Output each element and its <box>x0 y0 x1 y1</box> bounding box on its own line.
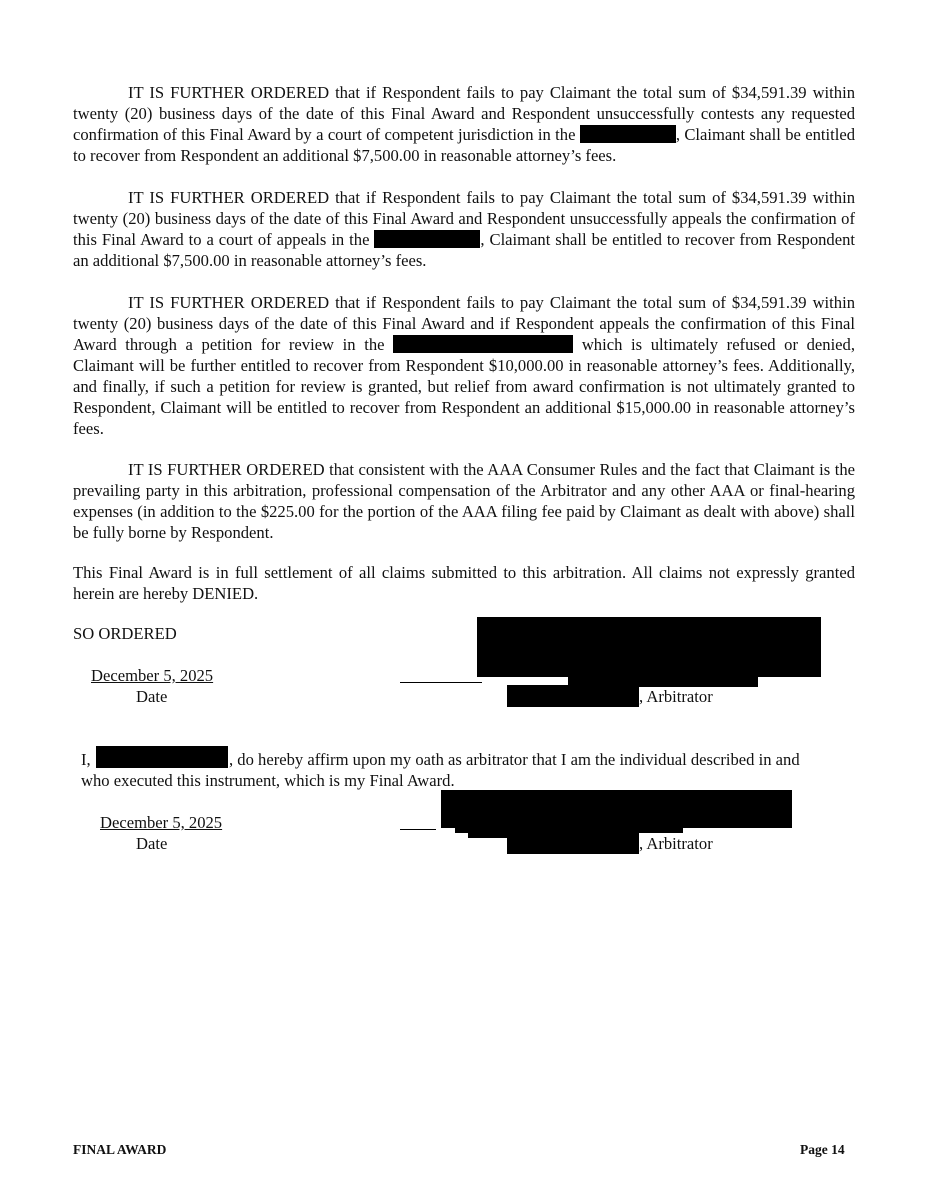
redacted-signature <box>468 833 510 838</box>
redaction-box <box>393 335 573 353</box>
paragraph-text: which is ultimately refused or denied, Claimant will be further entitled to recover from Respondent $10,000.00 in reasonable attorney’s fees. Additionally, and finally, if such a petition for review is granted, but relief from award confirmation is not ultimately granted to Respondent, Claimant will be entitled to recover from Respondent an additional $15,000.00 in reasonable attorney’s fees. <box>73 335 855 438</box>
date-value: December 5, 2025 <box>91 666 214 685</box>
redacted-arbitrator-name <box>507 831 639 854</box>
page-number: Page 14 <box>800 1142 845 1157</box>
paragraph-petition-review <box>73 292 855 439</box>
date-label: Date <box>136 687 168 706</box>
paragraph-text: This Final Award is in full settlement of all claims submitted to this arbitration. All claims not expressly granted herein are hereby DENIED. <box>73 563 855 603</box>
date-label: Date <box>136 834 168 853</box>
paragraph-appeal-confirmation <box>73 187 855 271</box>
paragraph-costs <box>73 459 855 543</box>
redacted-arbitrator-name <box>96 746 228 768</box>
paragraph-text: IT IS FURTHER ORDERED that if Respondent fails to pay Claimant the total sum of $34,591.39 within twenty (20) business days of the date of this Final Award and Respondent unsuccessfully contests any requested confirmation of this Final Award by a court of competent jurisdiction in the <box>73 83 855 144</box>
paragraph-text: IT IS FURTHER ORDERED that if Respondent fails to pay Claimant the total sum of $34,591.39 within twenty (20) business days of the date of this Final Award and Respondent unsuccessfully appeals the confirmation of this Final Award to a court of appeals in the <box>73 188 855 249</box>
redaction-box <box>580 125 676 143</box>
signature-line <box>400 829 436 830</box>
affirmation-text: who executed this instrument, which is my Final Award. <box>81 771 455 790</box>
redacted-signature <box>477 617 821 677</box>
signature-line <box>400 682 482 683</box>
paragraph-text: IT IS FURTHER ORDERED that consistent with the AAA Consumer Rules and the fact that Claimant is the prevailing party in this arbitration, professional compensation of the Arbitrator and any other AAA or final-hearing expenses (in addition to the $225.00 for the portion of the AAA filing fee paid by Claimant as dealt with above) shall be fully borne by Respondent. <box>73 460 855 542</box>
paragraph-text: , Claimant shall be entitled to recover from Respondent an additional $7,500.00 in reasonable attorney’s fees. <box>73 230 855 270</box>
arbitrator-role: , Arbitrator <box>639 687 713 706</box>
paragraph-text: IT IS FURTHER ORDERED that if Respondent fails to pay Claimant the total sum of $34,591.39 within twenty (20) business days of the date of this Final Award and if Respondent appeals the confirmation of this Final Award through a petition for review in the <box>73 293 855 354</box>
footer-title: FINAL AWARD <box>73 1142 167 1157</box>
redacted-signature <box>441 790 792 828</box>
affirmation-prefix: I, <box>81 750 91 769</box>
date-value: December 5, 2025 <box>100 813 223 832</box>
redacted-arbitrator-name <box>507 685 639 707</box>
redaction-box <box>374 230 480 248</box>
paragraph-settlement <box>73 562 855 604</box>
so-ordered-label: SO ORDERED <box>73 624 177 643</box>
affirmation-text: , do hereby affirm upon my oath as arbitrator that I am the individual described in and <box>229 750 800 769</box>
paragraph-text: , Claimant shall be entitled to recover from Respondent an additional $7,500.00 in reasonable attorney’s fees. <box>73 125 856 165</box>
arbitrator-role: , Arbitrator <box>639 834 713 853</box>
paragraph-contest-confirmation <box>73 82 855 166</box>
